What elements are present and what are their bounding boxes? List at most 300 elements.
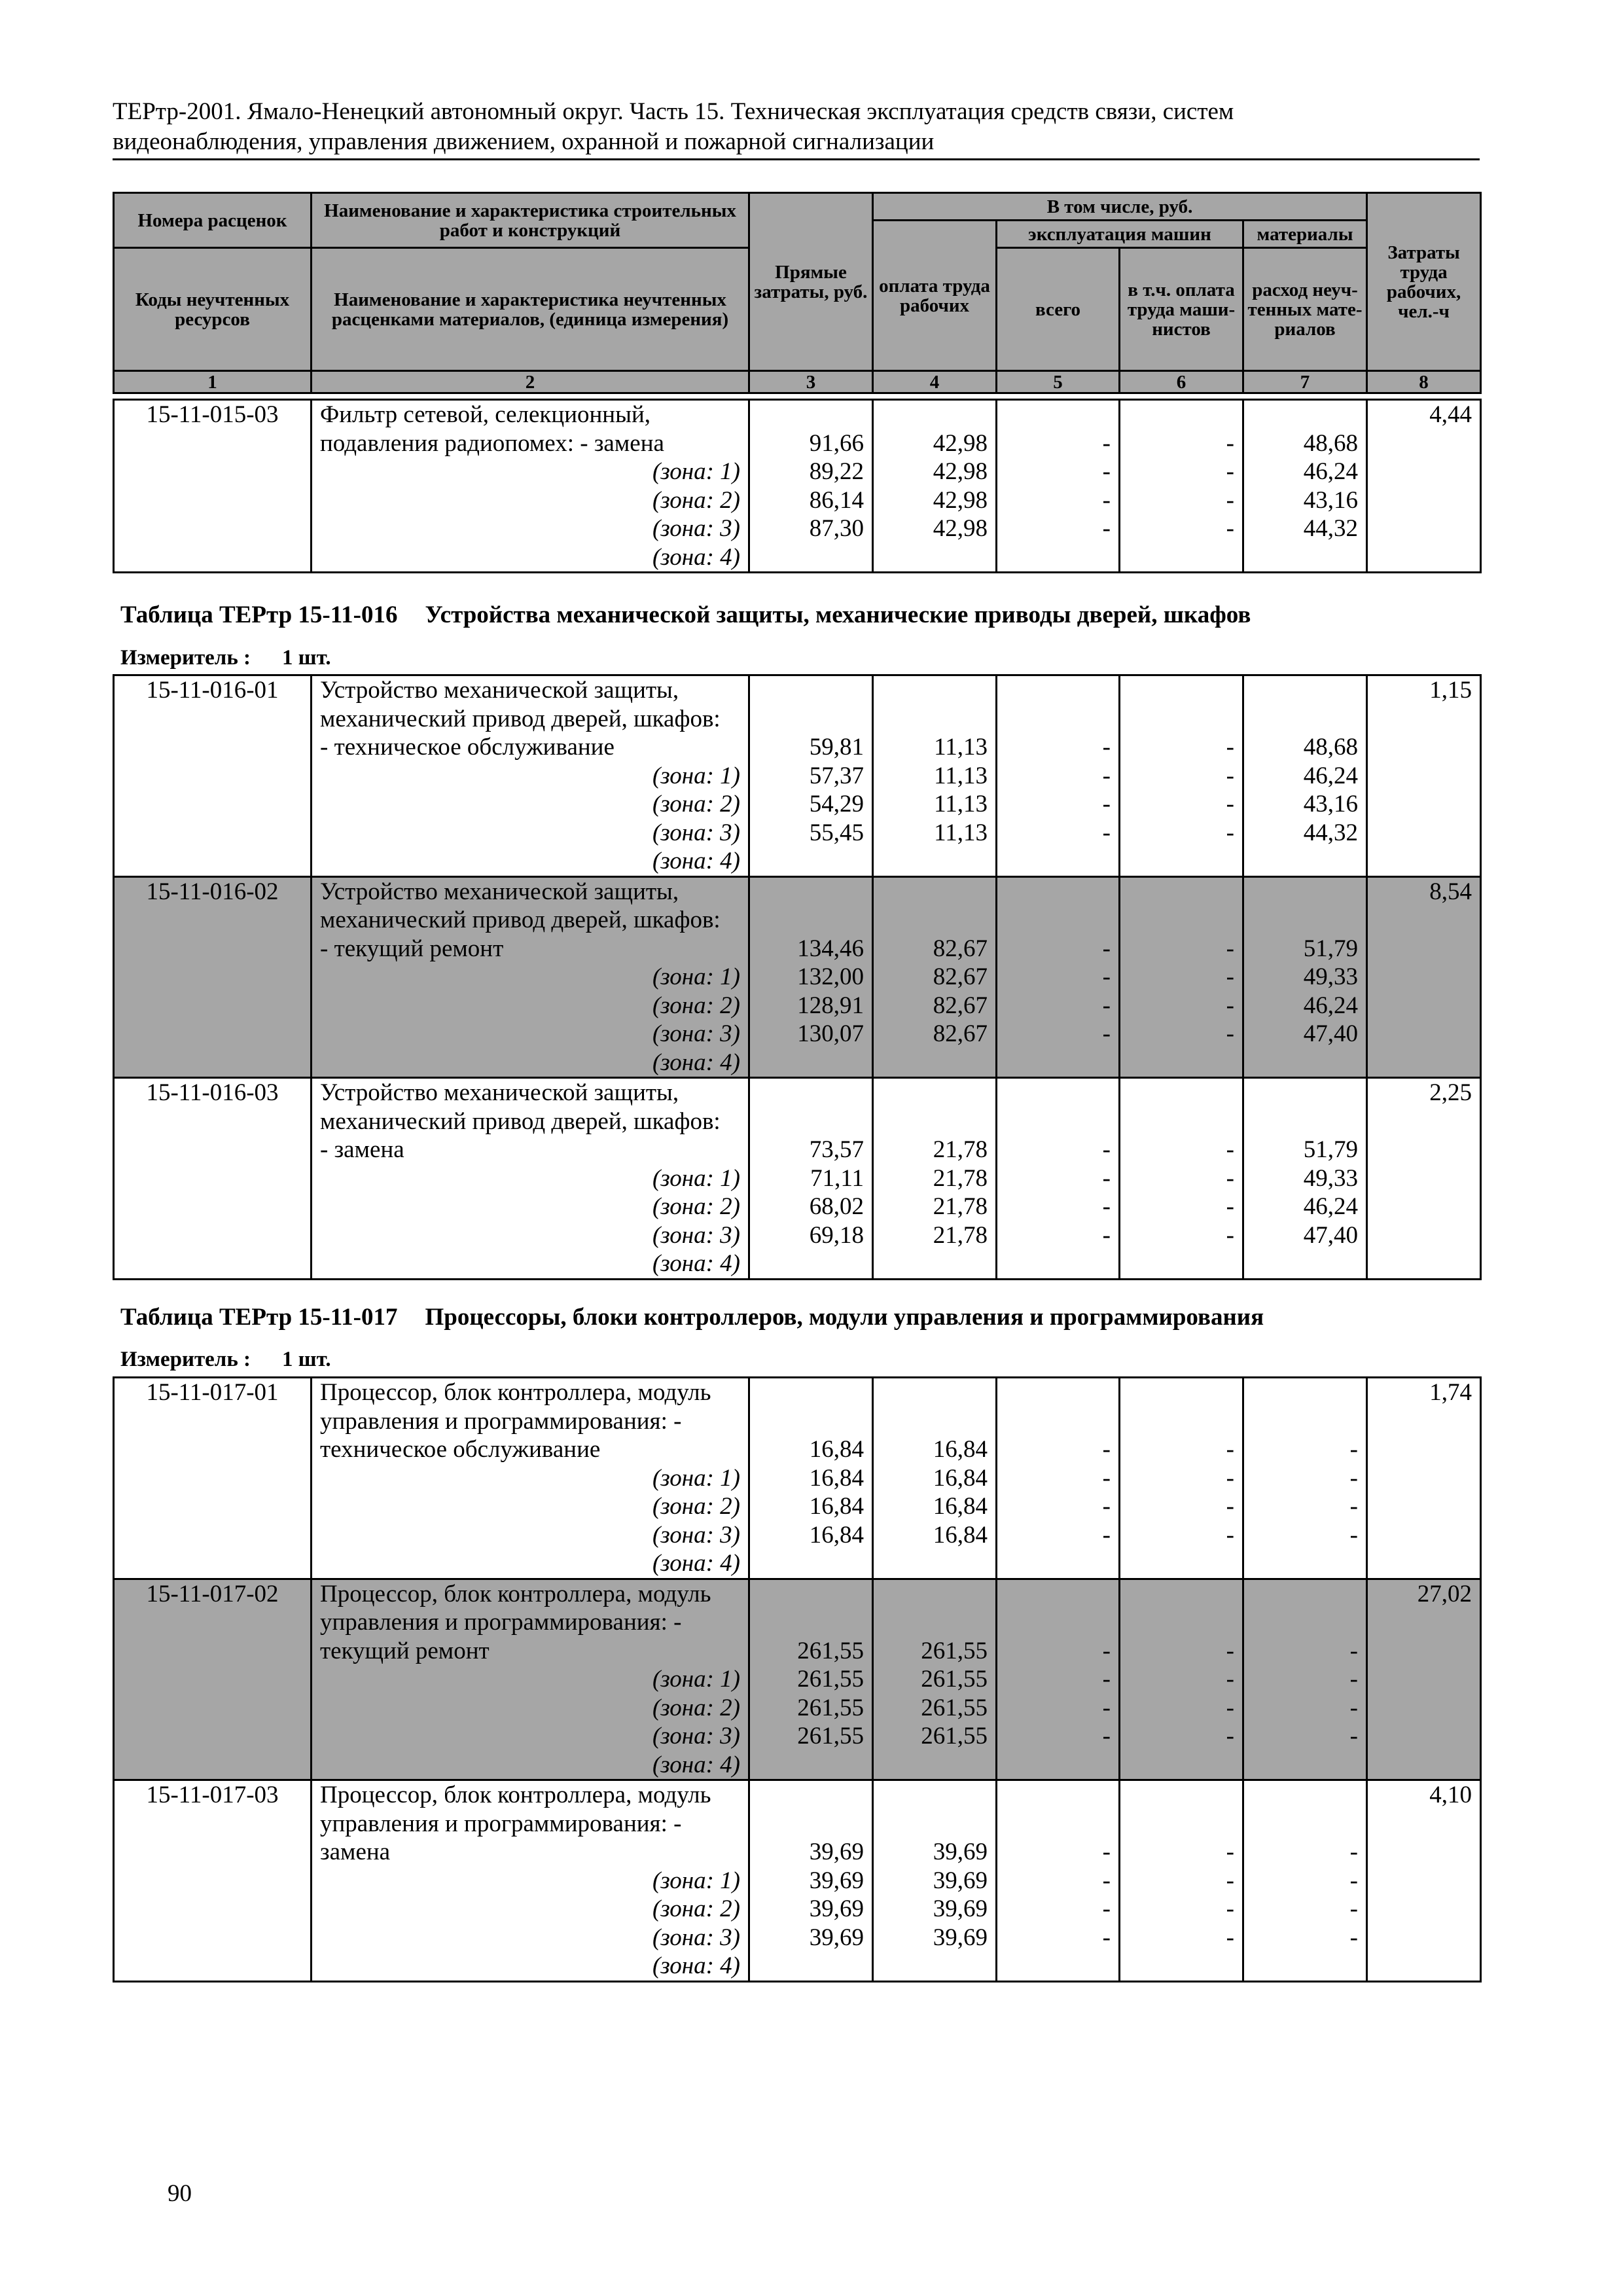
- measure-value: 1 шт.: [282, 646, 331, 670]
- materials-cost: -: [1349, 1637, 1358, 1664]
- description-line: замена: [320, 1839, 391, 1865]
- zone-label: (зона: 1): [652, 1464, 740, 1492]
- machines-labor: -: [1226, 1723, 1234, 1749]
- materials-cost: 43,16: [1303, 791, 1358, 817]
- machines-total: -: [1102, 1924, 1111, 1951]
- machines-total: -: [1102, 791, 1111, 817]
- direct-cost: 39,69: [809, 1895, 864, 1922]
- description-line: управления и программирования: -: [320, 1810, 682, 1837]
- direct-cost: 87,30: [809, 515, 864, 542]
- direct-cost: 261,55: [797, 1666, 864, 1693]
- zone-label: (зона: 4): [652, 543, 740, 571]
- materials-cost: -: [1349, 1895, 1358, 1922]
- zone-label: (зона: 1): [652, 1666, 740, 1693]
- materials-cost: 49,33: [1303, 1164, 1358, 1192]
- labor-cost-value: 1,74: [1429, 1379, 1472, 1406]
- machines-labor: -: [1226, 1193, 1234, 1220]
- labor-pay: 39,69: [933, 1924, 988, 1951]
- rate-code: [114, 876, 312, 1078]
- rate-code-text: 15-11-017-01: [146, 1379, 279, 1406]
- machines-total: -: [1102, 1723, 1111, 1749]
- materials-column: [1243, 1378, 1367, 1579]
- col-materials: материалы: [1243, 221, 1367, 248]
- direct-cost-column: [749, 1579, 873, 1780]
- labor-cost: [1367, 1579, 1481, 1780]
- materials-cost: 49,33: [1303, 963, 1358, 990]
- description-line: механический привод дверей, шкафов:: [320, 906, 721, 933]
- rate-description: [312, 1579, 749, 1780]
- labor-pay: 16,84: [933, 1521, 988, 1549]
- table-title-text: Устройства механической защиты, механические приводы дверей, шкафов: [425, 601, 1251, 628]
- machines-total: -: [1102, 1895, 1111, 1922]
- col-number: 6: [1120, 371, 1243, 393]
- materials-cost: 48,68: [1303, 429, 1358, 457]
- direct-cost-column: [749, 876, 873, 1078]
- zone-label: (зона: 4): [652, 1550, 740, 1577]
- machines-total-column: [997, 1378, 1120, 1579]
- table-title-016: [120, 600, 1251, 630]
- zone-label: (зона: 1): [652, 1164, 740, 1192]
- labor-pay: 261,55: [921, 1666, 988, 1693]
- machines-total: -: [1102, 1521, 1111, 1549]
- machines-labor-column: [1120, 1579, 1243, 1780]
- materials-cost: 51,79: [1303, 1136, 1358, 1163]
- machines-labor: -: [1226, 819, 1234, 846]
- direct-cost-column: [749, 675, 873, 877]
- machines-total: -: [1102, 1436, 1111, 1463]
- direct-cost: 55,45: [809, 819, 864, 846]
- measure-value: 1 шт.: [282, 1348, 331, 1371]
- rate-description: [312, 1078, 749, 1280]
- zone-label: (зона: 4): [652, 1250, 740, 1277]
- description-line: Устройство механической защиты,: [320, 677, 679, 704]
- labor-pay: 11,13: [934, 734, 988, 761]
- direct-cost-column: [749, 1378, 873, 1579]
- labor-pay: 21,78: [933, 1221, 988, 1249]
- labor-pay: 11,13: [934, 819, 988, 846]
- description-line: управления и программирования: -: [320, 1609, 682, 1636]
- materials-column: [1243, 1579, 1367, 1780]
- labor-pay: 82,67: [933, 935, 988, 962]
- zone-label: (зона: 3): [652, 515, 740, 542]
- materials-cost: -: [1349, 1723, 1358, 1749]
- direct-cost: 16,84: [809, 1521, 864, 1549]
- description-line: - техническое обслуживание: [320, 734, 615, 761]
- labor-pay-column: [873, 1780, 997, 1982]
- zone-label: (зона: 1): [652, 1867, 740, 1894]
- machines-labor-column: [1120, 1078, 1243, 1280]
- labor-cost-value: 2,25: [1429, 1079, 1472, 1106]
- zone-label: (зона: 4): [652, 1049, 740, 1076]
- direct-cost: 71,11: [810, 1164, 864, 1192]
- rates-table-017: [113, 1376, 1482, 1982]
- labor-cost-value: 8,54: [1429, 878, 1472, 905]
- direct-cost: 59,81: [809, 734, 864, 761]
- materials-cost: 46,24: [1303, 458, 1358, 485]
- machines-total-column: [997, 876, 1120, 1078]
- direct-cost: 39,69: [809, 1839, 864, 1865]
- direct-cost: 16,84: [809, 1436, 864, 1463]
- labor-pay: 11,13: [934, 762, 988, 789]
- machines-total: -: [1102, 1493, 1111, 1520]
- labor-cost: [1367, 1078, 1481, 1280]
- materials-cost: 48,68: [1303, 734, 1358, 761]
- col-codes: Коды неучтенных ресурсов: [114, 248, 312, 371]
- labor-pay-column: [873, 1078, 997, 1280]
- rate-row: [114, 400, 1481, 573]
- description-line: подавления радиопомех: - замена: [320, 429, 664, 457]
- col-machines-labor: в т.ч. оплата труда маши-нистов: [1120, 248, 1243, 371]
- machines-labor-column: [1120, 1780, 1243, 1982]
- machines-labor: -: [1226, 1020, 1234, 1047]
- rate-row: [114, 1378, 1481, 1579]
- materials-cost: 46,24: [1303, 1193, 1358, 1220]
- labor-pay-column: [873, 1378, 997, 1579]
- header-rule: [113, 158, 1480, 160]
- materials-cost: -: [1349, 1666, 1358, 1693]
- rate-row: [114, 675, 1481, 877]
- header-line-2: видеонаблюдения, управления движением, охранной и пожарной сигнализации: [113, 128, 935, 155]
- materials-cost: -: [1349, 1839, 1358, 1865]
- machines-labor: -: [1226, 1493, 1234, 1520]
- materials-cost: 47,40: [1303, 1221, 1358, 1249]
- rate-description: [312, 876, 749, 1078]
- machines-total-column: [997, 1579, 1120, 1780]
- direct-cost: 261,55: [797, 1637, 864, 1664]
- zone-label: (зона: 3): [652, 1521, 740, 1549]
- machines-total-column: [997, 675, 1120, 877]
- machines-labor: -: [1226, 1637, 1234, 1664]
- direct-cost: 261,55: [797, 1723, 864, 1749]
- zone-label: (зона: 4): [652, 1952, 740, 1979]
- machines-labor: -: [1226, 515, 1234, 542]
- col-labor-pay: оплата труда рабочих: [873, 221, 997, 371]
- col-labor-cost: Затраты труда рабочих, чел.-ч: [1367, 193, 1481, 371]
- rate-code-text: 15-11-016-03: [146, 1079, 279, 1106]
- rate-description: [312, 1378, 749, 1579]
- labor-pay: 82,67: [933, 963, 988, 990]
- description-line: управления и программирования: -: [320, 1407, 682, 1435]
- direct-cost: 57,37: [809, 762, 864, 789]
- labor-pay: 42,98: [933, 515, 988, 542]
- rate-description: [312, 675, 749, 877]
- rate-code-text: 15-11-017-02: [146, 1580, 279, 1607]
- machines-total: -: [1102, 1839, 1111, 1865]
- zone-label: (зона: 4): [652, 1751, 740, 1778]
- col-number: 2: [312, 371, 749, 393]
- labor-pay: 11,13: [934, 791, 988, 817]
- labor-cost: [1367, 400, 1481, 573]
- materials-cost: -: [1349, 1436, 1358, 1463]
- machines-labor: -: [1226, 1924, 1234, 1951]
- labor-pay-column: [873, 1579, 997, 1780]
- rate-code-text: 15-11-017-03: [146, 1782, 279, 1808]
- materials-cost: 44,32: [1303, 515, 1358, 542]
- table-measure-017: [120, 1346, 331, 1372]
- labor-pay: 21,78: [933, 1193, 988, 1220]
- labor-pay: 16,84: [933, 1464, 988, 1492]
- column-header-table: [113, 192, 1482, 394]
- direct-cost: 134,46: [797, 935, 864, 962]
- materials-cost: -: [1349, 1867, 1358, 1894]
- machines-total: -: [1102, 819, 1111, 846]
- machines-total: -: [1102, 1867, 1111, 1894]
- labor-pay: 261,55: [921, 1694, 988, 1721]
- col-number: 8: [1367, 371, 1481, 393]
- description-line: механический привод дверей, шкафов:: [320, 1107, 721, 1135]
- rate-code-text: 15-11-015-03: [146, 401, 279, 428]
- direct-cost: 261,55: [797, 1694, 864, 1721]
- direct-cost: 16,84: [809, 1493, 864, 1520]
- direct-cost: 130,07: [797, 1020, 864, 1047]
- zone-label: (зона: 1): [652, 963, 740, 990]
- machines-labor: -: [1226, 734, 1234, 761]
- measure-label: Измеритель :: [120, 1348, 251, 1371]
- zone-label: (зона: 2): [652, 1493, 740, 1520]
- table-measure-016: [120, 645, 331, 671]
- direct-cost: 86,14: [809, 486, 864, 514]
- machines-labor: -: [1226, 1694, 1234, 1721]
- machines-labor: -: [1226, 486, 1234, 514]
- machines-labor: -: [1226, 1666, 1234, 1693]
- machines-labor: -: [1226, 458, 1234, 485]
- zone-label: (зона: 3): [652, 819, 740, 846]
- table-title-017: [120, 1302, 1264, 1333]
- materials-cost: 51,79: [1303, 935, 1358, 962]
- direct-cost: 68,02: [809, 1193, 864, 1220]
- rate-row: [114, 876, 1481, 1078]
- machines-labor: -: [1226, 429, 1234, 457]
- rate-code: [114, 1579, 312, 1780]
- col-number: 7: [1243, 371, 1367, 393]
- machines-total: -: [1102, 992, 1111, 1019]
- machines-labor: -: [1226, 791, 1234, 817]
- description-line: - замена: [320, 1136, 404, 1163]
- rate-code: [114, 1378, 312, 1579]
- direct-cost: 128,91: [797, 992, 864, 1019]
- page-number: 90: [168, 2180, 192, 2207]
- labor-pay: 39,69: [933, 1867, 988, 1894]
- zone-label: (зона: 1): [652, 458, 740, 485]
- labor-pay-column: [873, 876, 997, 1078]
- zone-label: (зона: 4): [652, 848, 740, 874]
- labor-pay: 39,69: [933, 1839, 988, 1865]
- page-header: [113, 97, 1479, 157]
- table-title-text: Процессоры, блоки контроллеров, модули управления и программирования: [425, 1304, 1264, 1331]
- machines-labor-column: [1120, 876, 1243, 1078]
- zone-label: (зона: 3): [652, 1924, 740, 1951]
- direct-cost: 54,29: [809, 791, 864, 817]
- materials-cost: 44,32: [1303, 819, 1358, 846]
- labor-cost: [1367, 675, 1481, 877]
- direct-cost: 132,00: [797, 963, 864, 990]
- materials-cost: -: [1349, 1493, 1358, 1520]
- col-including: В том числе, руб.: [873, 193, 1367, 221]
- col-machines-total: всего: [997, 248, 1120, 371]
- labor-pay: 261,55: [921, 1637, 988, 1664]
- rates-table-016: [113, 674, 1482, 1280]
- labor-pay: 42,98: [933, 429, 988, 457]
- zone-label: (зона: 2): [652, 1694, 740, 1721]
- zone-label: (зона: 3): [652, 1221, 740, 1249]
- rate-code-text: 15-11-016-01: [146, 677, 279, 704]
- rate-code: [114, 400, 312, 573]
- description-line: Устройство механической защиты,: [320, 878, 679, 905]
- col-number: 1: [114, 371, 312, 393]
- description-line: Процессор, блок контроллера, модуль: [320, 1580, 711, 1607]
- description-line: Фильтр сетевой, селекционный,: [320, 401, 651, 428]
- labor-pay: 82,67: [933, 992, 988, 1019]
- col-machines: эксплуатация машин: [997, 221, 1243, 248]
- col-number: 3: [749, 371, 873, 393]
- machines-total: -: [1102, 734, 1111, 761]
- machines-total-column: [997, 1078, 1120, 1280]
- materials-column: [1243, 1078, 1367, 1280]
- rate-code: [114, 1780, 312, 1982]
- rate-row: [114, 1078, 1481, 1280]
- zone-label: (зона: 1): [652, 762, 740, 789]
- labor-pay: 82,67: [933, 1020, 988, 1047]
- machines-labor-column: [1120, 400, 1243, 573]
- labor-pay: 42,98: [933, 486, 988, 514]
- direct-cost: 69,18: [809, 1221, 864, 1249]
- rate-description: [312, 400, 749, 573]
- materials-cost: -: [1349, 1694, 1358, 1721]
- materials-column: [1243, 876, 1367, 1078]
- direct-cost-column: [749, 1780, 873, 1982]
- materials-column: [1243, 1780, 1367, 1982]
- description-line: техническое обслуживание: [320, 1436, 601, 1463]
- labor-pay: 42,98: [933, 458, 988, 485]
- direct-cost: 16,84: [809, 1464, 864, 1492]
- labor-pay: 16,84: [933, 1493, 988, 1520]
- machines-labor: -: [1226, 762, 1234, 789]
- table-title-code: Таблица ТЕРтр 15-11-016: [120, 601, 398, 628]
- labor-cost-value: 4,44: [1429, 401, 1472, 428]
- labor-pay: 21,78: [933, 1136, 988, 1163]
- col-number: 5: [997, 371, 1120, 393]
- machines-total: -: [1102, 1637, 1111, 1664]
- labor-pay: 21,78: [933, 1164, 988, 1192]
- materials-column: [1243, 675, 1367, 877]
- machines-total-column: [997, 400, 1120, 573]
- machines-total: -: [1102, 1464, 1111, 1492]
- labor-cost-value: 4,10: [1429, 1782, 1472, 1808]
- direct-cost: 91,66: [809, 429, 864, 457]
- machines-total: -: [1102, 1164, 1111, 1192]
- materials-cost: 46,24: [1303, 762, 1358, 789]
- machines-total: -: [1102, 1694, 1111, 1721]
- labor-pay: 261,55: [921, 1723, 988, 1749]
- machines-total: -: [1102, 486, 1111, 514]
- rate-code-text: 15-11-016-02: [146, 878, 279, 905]
- zone-label: (зона: 2): [652, 486, 740, 514]
- machines-total: -: [1102, 1136, 1111, 1163]
- col-direct: Прямые затраты, руб.: [749, 193, 873, 371]
- labor-pay: 39,69: [933, 1895, 988, 1922]
- zone-label: (зона: 2): [652, 791, 740, 817]
- machines-labor-column: [1120, 675, 1243, 877]
- machines-total: -: [1102, 1221, 1111, 1249]
- machines-total: -: [1102, 1193, 1111, 1220]
- labor-cost-value: 27,02: [1417, 1580, 1472, 1607]
- machines-labor: -: [1226, 1436, 1234, 1463]
- rate-row: [114, 1579, 1481, 1780]
- col-rate-numbers: Номера расценок: [114, 193, 312, 248]
- direct-cost: 73,57: [809, 1136, 864, 1163]
- labor-cost-value: 1,15: [1429, 677, 1472, 704]
- col-name: Наименование и характеристика строительных работ и конструкций: [312, 193, 749, 248]
- machines-labor: -: [1226, 1136, 1234, 1163]
- materials-cost: 46,24: [1303, 992, 1358, 1019]
- description-line: Процессор, блок контроллера, модуль: [320, 1782, 711, 1808]
- machines-total-column: [997, 1780, 1120, 1982]
- rate-code: [114, 1078, 312, 1280]
- zone-label: (зона: 2): [652, 1193, 740, 1220]
- zone-label: (зона: 2): [652, 1895, 740, 1922]
- table-title-code: Таблица ТЕРтр 15-11-017: [120, 1304, 398, 1331]
- materials-cost: -: [1349, 1464, 1358, 1492]
- materials-cost: -: [1349, 1924, 1358, 1951]
- machines-labor: -: [1226, 992, 1234, 1019]
- materials-column: [1243, 400, 1367, 573]
- description-line: Устройство механической защиты,: [320, 1079, 679, 1106]
- materials-cost: 47,40: [1303, 1020, 1358, 1047]
- rate-description: [312, 1780, 749, 1982]
- zone-label: (зона: 3): [652, 1020, 740, 1047]
- description-line: текущий ремонт: [320, 1637, 490, 1664]
- direct-cost: 39,69: [809, 1867, 864, 1894]
- machines-labor: -: [1226, 1164, 1234, 1192]
- machines-total: -: [1102, 1020, 1111, 1047]
- materials-cost: -: [1349, 1521, 1358, 1549]
- zone-label: (зона: 3): [652, 1723, 740, 1749]
- direct-cost: 89,22: [809, 458, 864, 485]
- labor-pay-column: [873, 675, 997, 877]
- machines-labor: -: [1226, 1839, 1234, 1865]
- labor-pay-column: [873, 400, 997, 573]
- machines-labor: -: [1226, 1521, 1234, 1549]
- description-line: Процессор, блок контроллера, модуль: [320, 1379, 711, 1406]
- machines-labor-column: [1120, 1378, 1243, 1579]
- machines-labor: -: [1226, 935, 1234, 962]
- zone-label: (зона: 2): [652, 992, 740, 1019]
- rate-row: [114, 1780, 1481, 1982]
- header-line-1: ТЕРтр-2001. Ямало-Ненецкий автономный округ. Часть 15. Техническая эксплуатация средств связи, систем: [113, 98, 1234, 125]
- materials-cost: 43,16: [1303, 486, 1358, 514]
- rates-table-015: [113, 399, 1482, 573]
- machines-total: -: [1102, 458, 1111, 485]
- machines-labor: -: [1226, 1867, 1234, 1894]
- machines-total: -: [1102, 1666, 1111, 1693]
- col-number: 4: [873, 371, 997, 393]
- col-materials-unaccounted: расход неуч-тенных мате-риалов: [1243, 248, 1367, 371]
- col-name-materials: Наименование и характеристика неучтенных расценками материалов, (единица измерения): [312, 248, 749, 371]
- machines-total: -: [1102, 515, 1111, 542]
- machines-labor: -: [1226, 1221, 1234, 1249]
- description-line: - текущий ремонт: [320, 935, 504, 962]
- machines-total: -: [1102, 935, 1111, 962]
- machines-total: -: [1102, 963, 1111, 990]
- description-line: механический привод дверей, шкафов:: [320, 705, 721, 732]
- machines-labor: -: [1226, 963, 1234, 990]
- labor-cost: [1367, 1780, 1481, 1982]
- labor-pay: 16,84: [933, 1436, 988, 1463]
- machines-labor: -: [1226, 1895, 1234, 1922]
- machines-total: -: [1102, 429, 1111, 457]
- direct-cost-column: [749, 400, 873, 573]
- direct-cost-column: [749, 1078, 873, 1280]
